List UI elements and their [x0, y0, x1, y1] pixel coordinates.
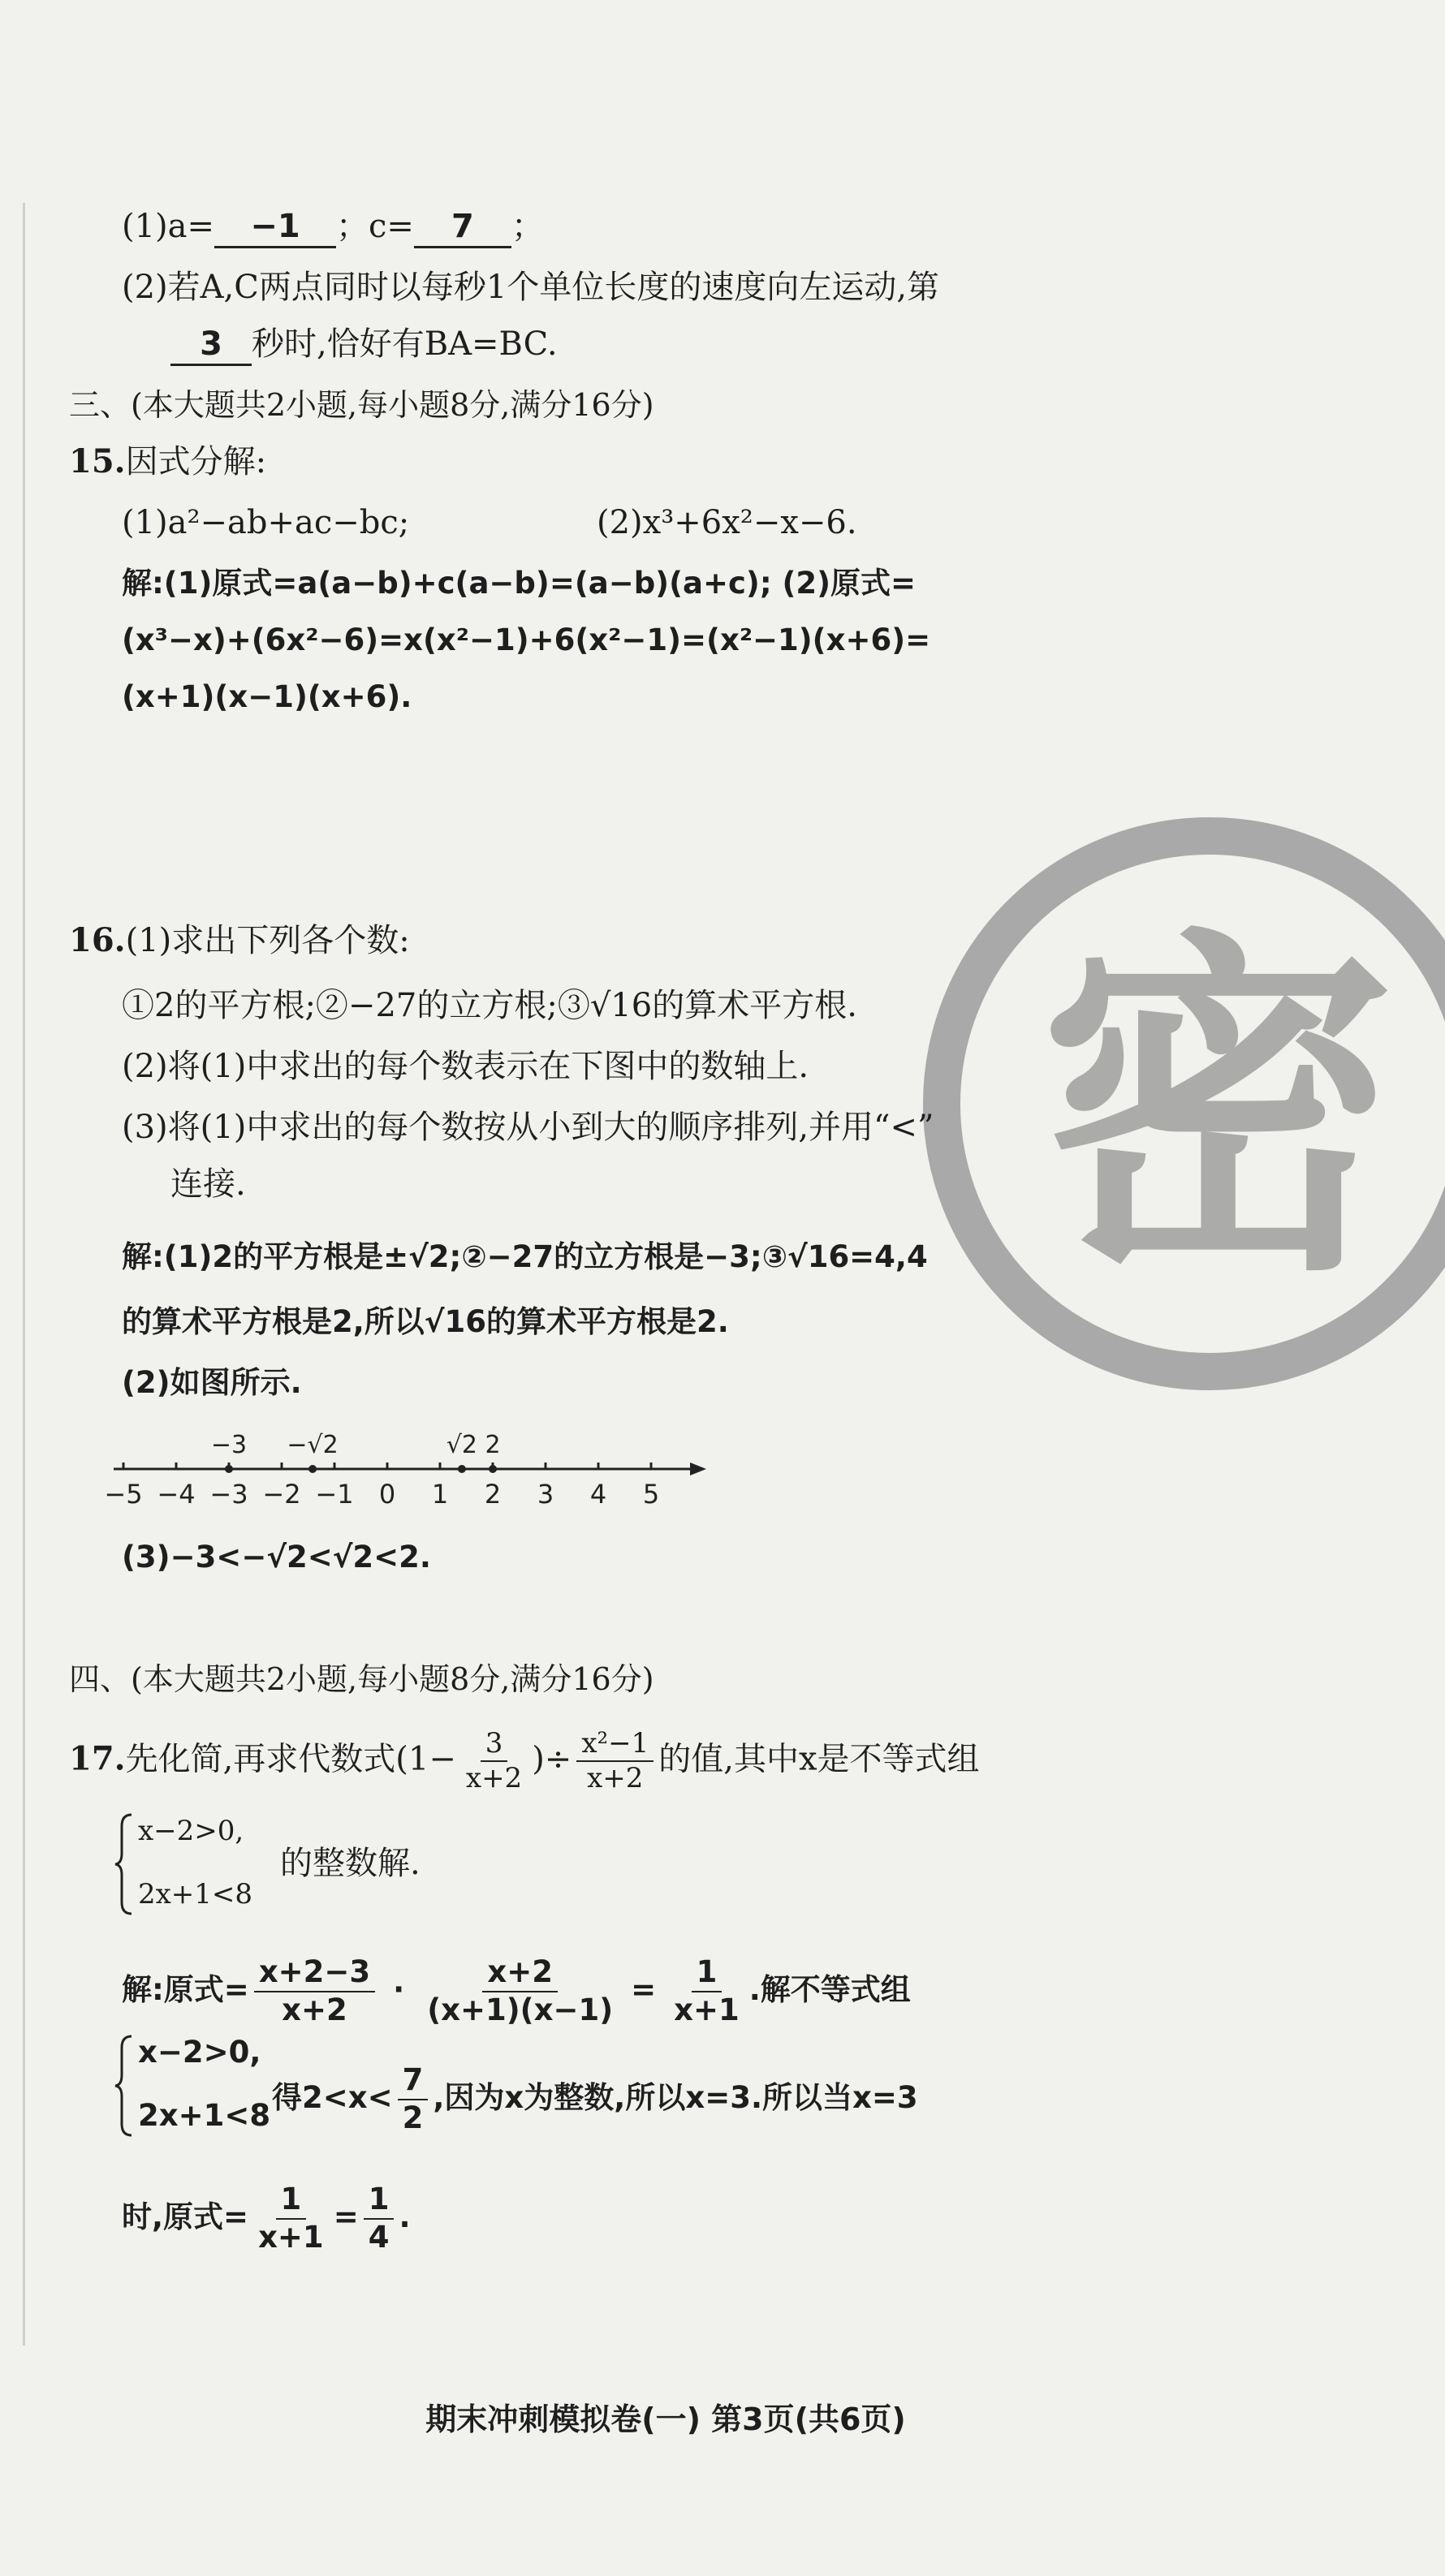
q17-system-line2: 2x+1<8	[138, 1878, 253, 1910]
section-3-header: 三、(本大题共2小题,每小题8分,满分16分)	[69, 387, 654, 423]
q17-sol-fraction-6-den: 4	[368, 2219, 390, 2255]
q17-fraction-1-den: x+2	[465, 1762, 523, 1795]
q15-part2: (2)x³+6x²−x−6.	[597, 504, 857, 541]
number-line-point	[225, 1465, 233, 1473]
q17-solution-system-line2: 2x+1<8	[138, 2098, 271, 2133]
q15-number: 15.	[69, 442, 126, 480]
q14-part1	[122, 207, 544, 248]
q15-title	[69, 442, 266, 481]
q17-solution-line3	[122, 2183, 411, 2254]
number-line-arrow	[690, 1462, 706, 1475]
number-line-point	[458, 1465, 466, 1473]
q15-part1: (1)a²−ab+ac−bc;	[122, 504, 410, 541]
q17-sol-fraction-1	[254, 1956, 375, 2027]
q17-sol-dot: ·	[393, 1972, 405, 2008]
q17-sol-fraction-2-num: x+2	[482, 1956, 558, 1992]
q14-part2-answer: 3	[170, 325, 252, 366]
q15-title-text: 因式分解:	[125, 443, 267, 480]
q17-sol-fraction-3-num: 1	[692, 1956, 722, 1992]
q17-sol-fraction-5-den: x+1	[258, 2219, 324, 2255]
q14-end: ；	[511, 208, 544, 245]
page-footer: 期末冲刺模拟卷(一) 第3页(共6页)	[425, 2402, 906, 2437]
q17-q-mid: )÷	[532, 1740, 572, 1778]
number-line-tick-label: −5	[104, 1479, 143, 1510]
page-edge	[23, 203, 25, 2346]
q17-fraction-2-den: x+2	[587, 1762, 644, 1795]
q17-system-post: 的整数解.	[280, 1845, 421, 1882]
q17-sol-fraction-3-den: x+1	[674, 1992, 740, 2027]
number-line-tick-label: 3	[537, 1479, 554, 1510]
q14-sep: ；c=	[336, 208, 414, 245]
q16-line1	[69, 921, 410, 960]
section-4-header: 四、(本大题共2小题,每小题8分,满分16分)	[69, 1661, 654, 1697]
q17-q-post: 的值,其中x是不等式组	[658, 1740, 980, 1778]
q17-fraction-1	[461, 1729, 527, 1794]
q17-sol-fraction-2	[422, 1956, 618, 2027]
q17-fraction-2	[576, 1729, 653, 1794]
q17-system-brace	[114, 1811, 135, 1917]
number-line-tick-label: 0	[378, 1479, 396, 1510]
q14-part2-line1: (2)若A,C两点同时以每秒1个单位长度的速度向左运动,第	[122, 269, 940, 306]
q17-sol-get-post: ,因为x为整数,所以x=3.所以当x=3	[433, 2080, 918, 2116]
q14-part1-label: (1)a=	[122, 208, 215, 245]
number-line-tick-label: 5	[642, 1479, 660, 1510]
q17-sol-fraction-1-num: x+2−3	[254, 1956, 375, 1992]
number-line-marks	[211, 1431, 501, 1473]
number-line-point	[308, 1465, 317, 1473]
number-line	[106, 1412, 706, 1518]
q16-number: 16.	[69, 921, 126, 959]
number-line-tick-label: −2	[262, 1479, 301, 1510]
q16-solution-line1: 解:(1)2的平方根是±√2;②−27的立方根是−3;③√16=4,4	[122, 1239, 928, 1274]
q17-sol-post: .解不等式组	[748, 1972, 911, 2008]
q17-sol-last-pre: 时,原式=	[122, 2199, 249, 2235]
number-line-tick-label: −4	[157, 1479, 196, 1510]
number-line-tick-label: 1	[431, 1479, 449, 1510]
q17-sol-fraction-3	[669, 1956, 744, 2027]
q16-line1-text: (1)求出下列各个数:	[125, 922, 410, 959]
q15-solution-line3: (x+1)(x−1)(x+6).	[122, 679, 412, 714]
q17-q-pre: 先化简,再求代数式(1−	[125, 1740, 456, 1778]
q17-sol-fraction-5	[253, 2183, 329, 2254]
q14-c-answer: 7	[414, 207, 511, 248]
number-line-tick-label: 4	[589, 1479, 607, 1510]
q14-a-answer: −1	[214, 207, 336, 248]
q17-solution-system-brace	[114, 2033, 135, 2139]
q17-sol-fraction-4-den: 2	[402, 2100, 424, 2135]
q17-sol-pre: 解:原式=	[122, 1972, 249, 2008]
q14-part2-line2	[170, 325, 558, 366]
q17-question	[69, 1729, 980, 1794]
q17-sol-fraction-4	[398, 2064, 429, 2134]
q16-solution-line2: 的算术平方根是2,所以√16的算术平方根是2.	[122, 1304, 729, 1339]
q17-sol-fraction-2-den: (x+1)(x−1)	[427, 1992, 614, 2027]
q16-line2: ①2的平方根;②−27的立方根;③√16的算术平方根.	[122, 987, 857, 1024]
seal-glyph: 密	[1039, 902, 1396, 1318]
q17-sol-last-eq: =	[333, 2199, 359, 2235]
number-line-point	[489, 1465, 497, 1473]
number-line-point-label: −3	[210, 1431, 248, 1459]
q17-system-line1: x−2>0,	[138, 1815, 244, 1847]
q17-sol-fraction-4-num: 7	[398, 2064, 429, 2100]
q17-sol-fraction-6	[364, 2183, 395, 2254]
q17-sol-fraction-6-num: 1	[364, 2183, 395, 2220]
q17-fraction-2-num: x²−1	[576, 1729, 653, 1762]
q17-solution-line1	[122, 1956, 911, 2027]
q16-solution-line4: (3)−3<−√2<√2<2.	[122, 1540, 431, 1574]
q17-fraction-1-num: 3	[481, 1729, 508, 1762]
q15-solution-line2: (x³−x)+(6x²−6)=x(x²−1)+6(x²−1)=(x²−1)(x+6)=	[122, 622, 931, 657]
q17-sol-eq: =	[631, 1972, 657, 2008]
q14-part2-text: 秒时,恰好有BA=BC.	[252, 325, 558, 363]
q17-sol-fraction-1-den: x+2	[282, 1992, 347, 2027]
q16-line4: (3)将(1)中求出的每个数按从小到大的顺序排列,并用“<”	[122, 1109, 934, 1146]
q16-line5: 连接.	[170, 1165, 246, 1203]
q17-solution-line2	[272, 2064, 918, 2134]
number-line-point-label: √2	[446, 1431, 478, 1459]
q16-solution-line3: (2)如图所示.	[122, 1365, 302, 1400]
q17-solution-system-line1: x−2>0,	[138, 2035, 261, 2070]
q17-number: 17.	[69, 1739, 126, 1778]
q17-sol-get: 得2<x<	[272, 2080, 393, 2116]
q16-line3: (2)将(1)中求出的每个数表示在下图中的数轴上.	[122, 1048, 809, 1085]
number-line-tick-label: −3	[209, 1479, 248, 1510]
number-line-tick-label: −1	[315, 1479, 354, 1510]
q17-sol-fraction-5-num: 1	[276, 2183, 307, 2220]
number-line-point-label: −√2	[287, 1431, 339, 1459]
q17-sol-last-end: .	[399, 2199, 411, 2235]
q15-solution-line1: 解:(1)原式=a(a−b)+c(a−b)=(a−b)(a+c); (2)原式=	[122, 566, 917, 601]
number-line-point-label: 2	[485, 1431, 501, 1459]
seal-stamp	[942, 779, 1445, 1461]
number-line-tick-label: 2	[484, 1479, 502, 1510]
